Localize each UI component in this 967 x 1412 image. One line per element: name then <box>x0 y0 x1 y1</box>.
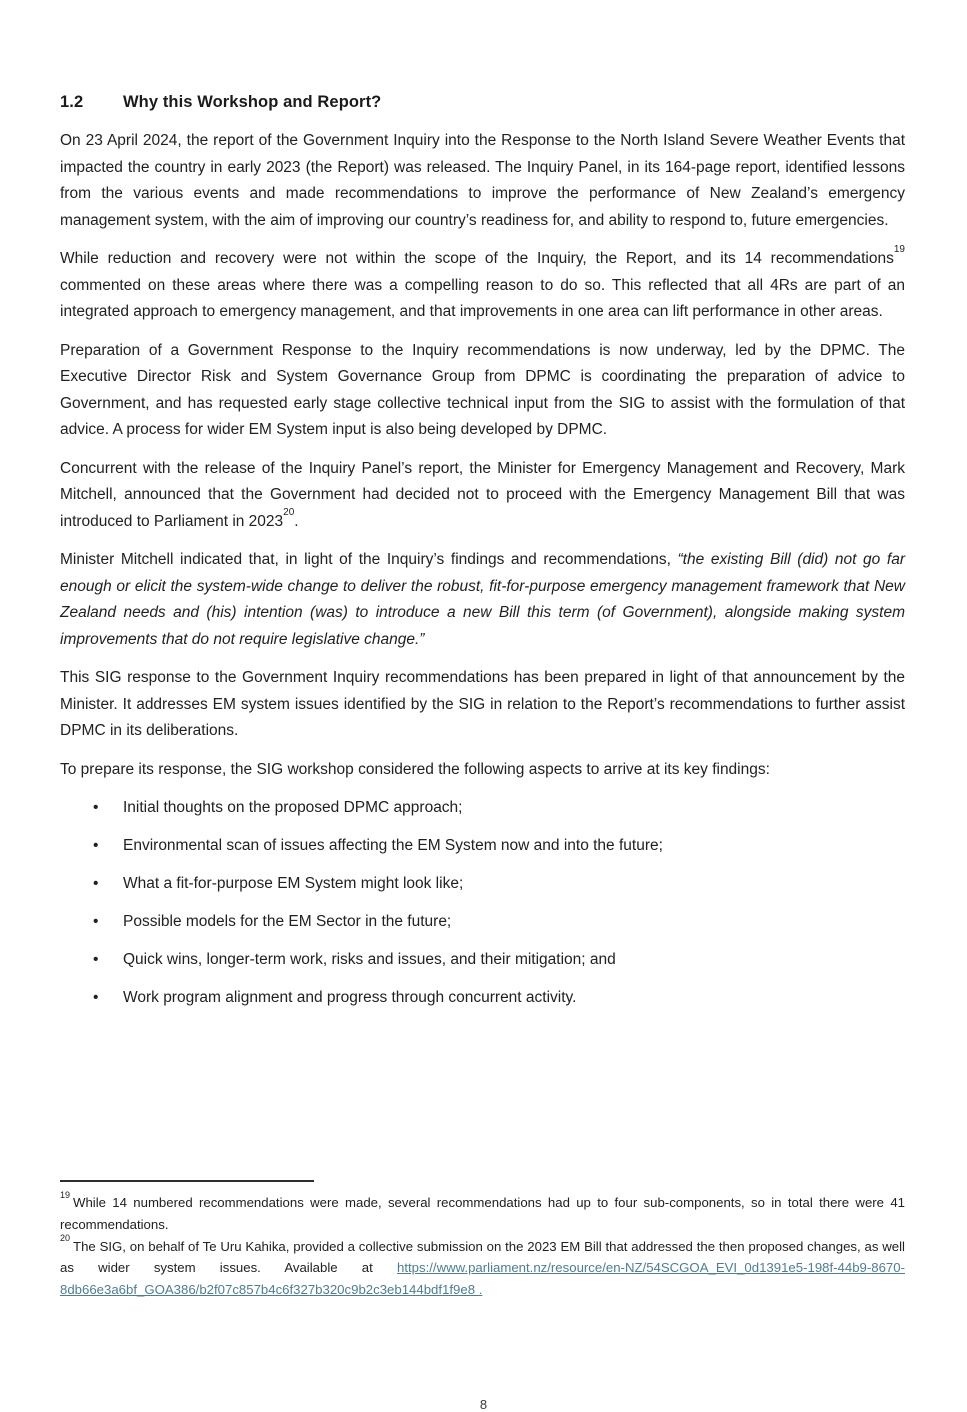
list-item-text: What a fit-for-purpose EM System might look like; <box>123 875 464 892</box>
section-title: Why this Workshop and Report? <box>123 93 382 111</box>
footnote-section <box>60 1180 905 1301</box>
paragraph-4 <box>60 456 905 536</box>
list-item-text: Quick wins, longer-term work, risks and issues, and their mitigation; and <box>123 951 616 968</box>
footnote-ref-20: 20 <box>283 506 295 518</box>
list-item <box>60 909 905 936</box>
footnote-19 <box>60 1189 905 1236</box>
paragraph-5-lead: Minister Mitchell indicated that, in light of the Inquiry’s findings and recommendations, <box>60 551 678 568</box>
footnote-20-text: The SIG, on behalf of Te Uru Kahika, provided a collective submission on the 2023 EM Bill that addressed the then proposed changes, as well as wider system issues. Available at <box>60 1238 905 1276</box>
footnote-ref-19: 19 <box>893 244 905 256</box>
bullet-icon: • <box>93 951 99 968</box>
bullet-icon: • <box>93 837 99 854</box>
key-findings-list <box>60 795 905 1012</box>
footnote-divider <box>60 1180 314 1182</box>
bullet-icon: • <box>93 913 99 930</box>
minister-quote: “the existing Bill (did) not go far enough or elicit the system-wide change to deliver the robust, fit-for-purpose emergency management framework that New Zealand needs and (his) intention (was) to introduce a new Bill this term (of Government), alongside making system improvements that do not require legislative change.” <box>60 551 905 648</box>
paragraph-2-text-after: commented on these areas where there was a compelling reason to do so. This reflected that all 4Rs are part of an integrated approach to emergency management, and that improvements in one area can lift performance in other areas. <box>60 276 905 320</box>
paragraph-3: Preparation of a Government Response to the Inquiry recommendations is now underway, led by the DPMC. The Executive Director Risk and System Governance Group from DPMC is coordinating the preparation of advice to Government, and has requested early stage collective technical input from the SIG to assist with the formulation of that advice. A process for wider EM System input is also being developed by DPMC. <box>60 341 905 438</box>
section-number: 1.2 <box>60 93 84 111</box>
document-page <box>60 91 905 1023</box>
bullet-icon: • <box>93 799 99 816</box>
footnote-19-marker: 19 <box>60 1189 71 1200</box>
footnote-20-marker: 20 <box>60 1233 71 1244</box>
list-item-text: Environmental scan of issues affecting the EM System now and into the future; <box>123 837 663 854</box>
footnote-link[interactable]: https://www.parliament.nz/resource/en-NZ/54SCGOA_EVI_0d1391e5-198f-44b9-8670-8db66e3a6bf_GOA386/b2f07c857b4c6f327b320c9b2c3eb144bdf1f9e8 . <box>60 1260 905 1298</box>
paragraph-2 <box>60 246 905 326</box>
list-item-text: Initial thoughts on the proposed DPMC approach; <box>123 799 463 816</box>
footnote-19-text: While 14 numbered recommendations were made, several recommendations had up to four sub-components, so in total there were 41 recommendations. <box>60 1195 905 1232</box>
list-item <box>60 947 905 974</box>
paragraph-4-text-after: . <box>294 512 299 530</box>
paragraph-4-text: Concurrent with the release of the Inquiry Panel’s report, the Minister for Emergency Management and Recovery, Mark Mitchell, announced that the Government had decided not to proceed with the Emergency Management Bill that was introduced to Parliament in 2023 <box>60 459 905 530</box>
paragraph-6: This SIG response to the Government Inquiry recommendations has been prepared in light of that announcement by the Minister. It addresses EM system issues identified by the SIG in relation to the Report’s recommendations to further assist DPMC in its deliberations. <box>60 669 905 739</box>
list-item-text: Possible models for the EM Sector in the future; <box>123 913 452 930</box>
section-heading <box>60 91 905 113</box>
paragraph-1: On 23 April 2024, the report of the Government Inquiry into the Response to the North Island Severe Weather Events that impacted the country in early 2023 (the Report) was released. The Inquiry Panel, in its 164-page report, identified lessons from the various events and made recommendations to improve the performance of New Zealand’s emergency management system, with the aim of improving our country’s readiness for, and ability to respond to, future emergencies. <box>60 132 905 229</box>
list-item <box>60 833 905 860</box>
paragraph-7: To prepare its response, the SIG workshop considered the following aspects to arrive at its key findings: <box>60 760 770 778</box>
paragraph-2-text: While reduction and recovery were not within the scope of the Inquiry, the Report, and its 14 recommendations <box>60 250 894 267</box>
bullet-icon: • <box>93 875 99 892</box>
list-item <box>60 985 905 1012</box>
list-item <box>60 795 905 822</box>
list-item <box>60 871 905 898</box>
page-number: 8 <box>479 1397 488 1412</box>
paragraph-5 <box>60 547 905 653</box>
list-item-text: Work program alignment and progress through concurrent activity. <box>123 989 577 1006</box>
footnote-20 <box>60 1233 905 1301</box>
bullet-icon: • <box>93 989 99 1006</box>
